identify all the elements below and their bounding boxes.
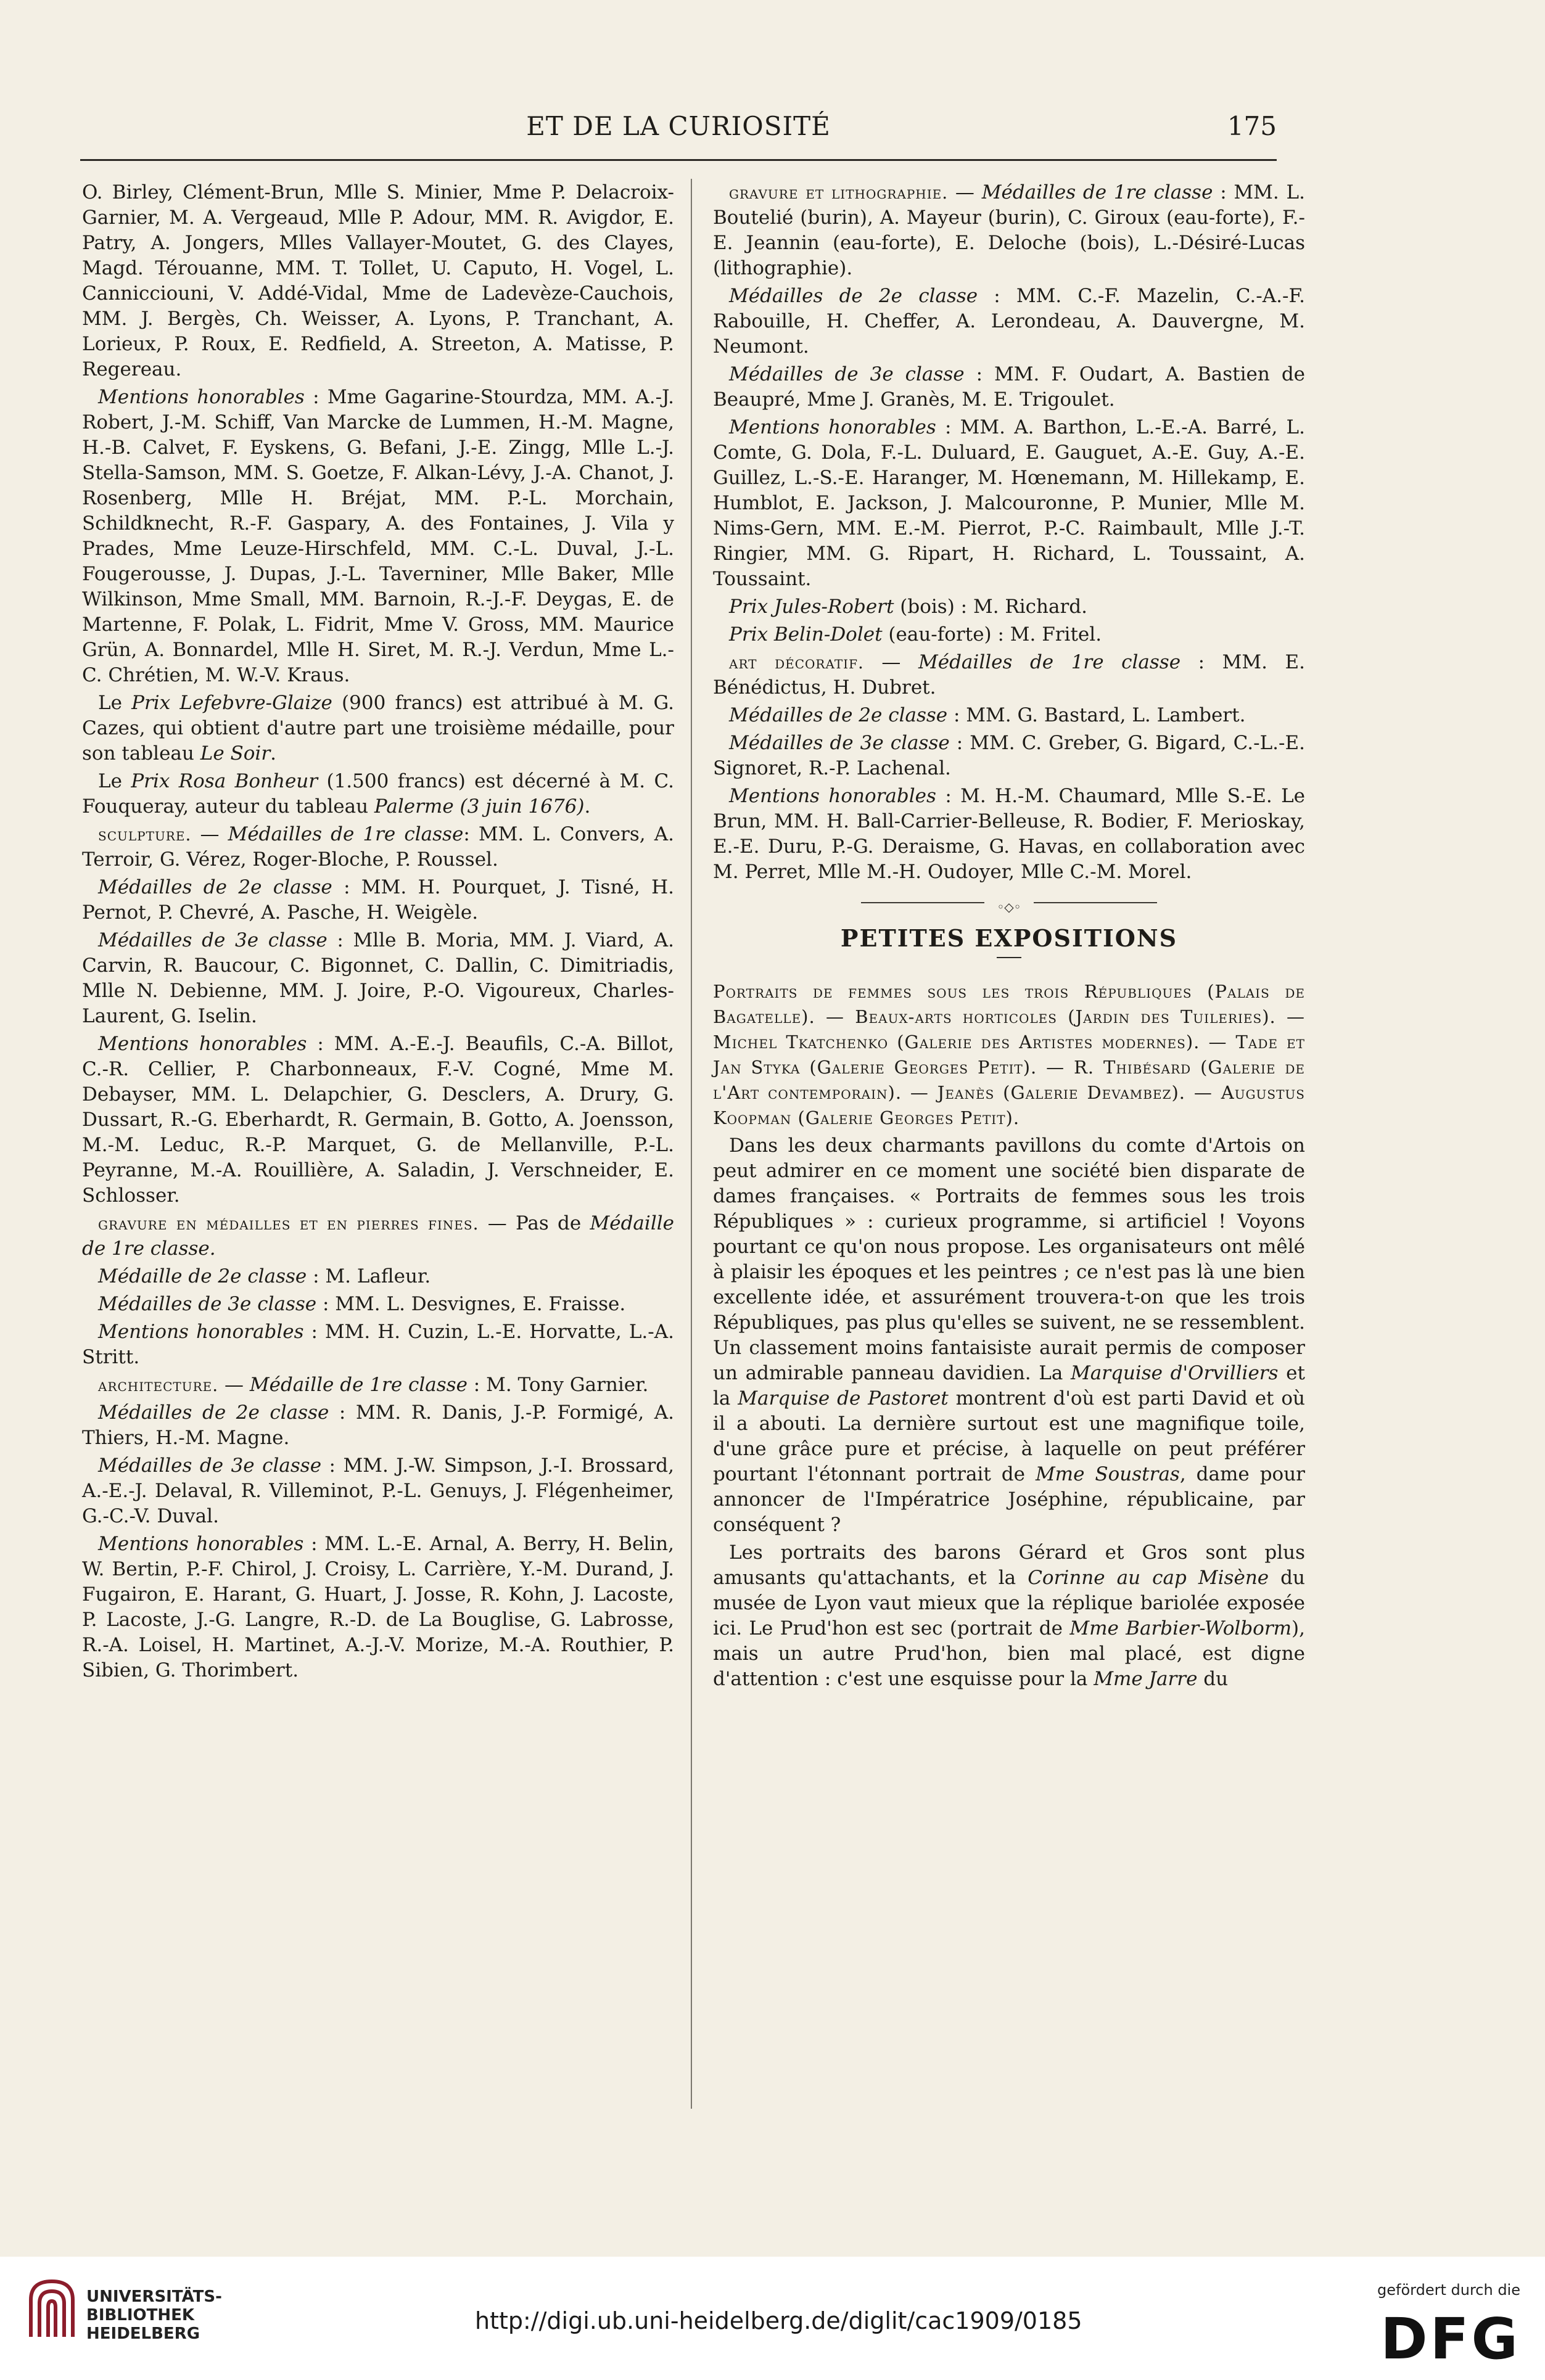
library-logo-icon [25, 2275, 79, 2343]
section-architecture: architecture. — Médaille de 1re classe : M. Tony Garnier. [98, 1374, 649, 1396]
paragraph: Mentions honorables : MM. A.-E.-J. Beaufils, C.-A. Billot, C.-R. Cellier, P. Charbonneaux, F.-V. Cogné, Mme M. Debayser, MM. L. Delapchier, G. Desclers, A. Drury, G. Dussart, R.-G. Eberhardt, R. Germain, B. Gotto, A. Joensson, M.-M. Leduc, R.-P. Marquet, G. de Mellanville, P.-L. Peyranne, M.-A. Rouillière, A. Saladin, J. Verschneider, E. Schlosser. [82, 1033, 674, 1207]
paragraph: Mentions honorables : MM. H. Cuzin, L.-E. Horvatte, L.-A. Stritt. [82, 1321, 674, 1368]
paragraph: O. Birley, Clément-Brun, Mlle S. Minier, Mme P. Delacroix-Garnier, M. A. Vergeaud, Mlle P. Adour, MM. R. Avigdor, E. Patry, A. Jongers, Mlles Vallayer-Moutet, G. des Clayes, Magd. Térouanne, MM. T. Tollet, U. Caputo, H. Vogel, L. Cannicciouni, V. Addé-Vidal, Mme de Ladevèze-Cauchois, MM. J. Bergès, Ch. Weisser, A. Lyons, P. Tranchant, A. Lorieux, P. Roux, E. Redfield, A. Streeton, A. Matisse, P. Regereau. [82, 181, 674, 380]
library-name: UNIVERSITÄTS- BIBLIOTHEK HEIDELBERG [86, 2288, 222, 2343]
paragraph: Prix Jules-Robert (bois) : M. Richard. [729, 596, 1087, 618]
paragraph: Médailles de 2e classe : MM. C.-F. Mazelin, C.-A.-F. Rabouille, H. Cheffer, A. Lerondeau, A. Dauvergne, M. Neumont. [713, 285, 1305, 358]
paragraph: Mentions honorables : MM. A. Barthon, L.-E.-A. Barré, L. Comte, G. Dola, F.-L. Duluard, E. Gauguet, A.-E. Guy, A.-E. Guillez, L.-S.-E. Haranger, M. Hœnemann, M. Hillekamp, E. Humblot, E. Jackson, J. Malcouronne, P. Munier, Mlle M. Nims-Gern, MM. E.-M. Pierrot, P.-C. Raimbault, Mlle J.-T. Ringier, MM. G. Ripart, H. Richard, L. Toussaint, A. Toussaint. [713, 416, 1305, 590]
paragraph: Mentions honorables : Mme Gagarine-Stourdza, MM. A.-J. Robert, J.-M. Schiff, Van Marcke de Lummen, H.-M. Magne, H.-B. Calvet, F. Eyskens, G. Befani, J.-E. Zingg, Mlle L.-J. Stella-Samson, MM. S. Goetze, F. Alkan-Lévy, J.-A. Chanot, J. Rosenberg, Mlle H. Bréjat, MM. P.-L. Morchain, Schildknecht, R.-F. Gaspary, A. des Fontaines, J. Vila y Prades, Mme Leuze-Hirschfeld, MM. C.-L. Duval, J.-L. Fougerousse, J. Dupas, J.-L. Taverniner, Mlle Baker, Mlle Wilkinson, Mme Small, MM. Barnoin, R.-J.-F. Deygas, E. de Martenne, F. Polak, L. Fidrit, Mme V. Gross, MM. Maurice Grün, A. Bonnardel, Mlle H. Siret, M. R.-J. Verdun, Mme L.-C. Chrétien, M. W.-V. Kraus. [82, 386, 675, 686]
paragraph: Mentions honorables : M. H.-M. Chaumard, Mlle S.-E. Le Brun, MM. H. Ball-Carrier-Belleuse, R. Bodier, F. Merioskay, E.-E. Duru, P.-G. Deraisme, G. Havas, en collaboration avec M. Perret, Mlle M.-H. Oudoyer, Mlle C.-M. Morel. [713, 785, 1306, 883]
title-dash [997, 957, 1021, 958]
paragraph: Mentions honorables : MM. L.-E. Arnal, A. Berry, H. Belin, W. Bertin, P.-F. Chirol, J. Croisy, L. Carrière, Y.-M. Durand, J. Fugairon, E. Harant, G. Huart, J. Josse, R. Kohn, J. Lacoste, P. Lacoste, J.-G. Langre, R.-D. de La Bouglise, G. Labrosse, R.-A. Loisel, H. Martinet, A.-J.-V. Morize, M.-A. Routhier, P. Sibien, G. Thorimbert. [82, 1533, 674, 1681]
section-title: PETITES EXPOSITIONS [840, 924, 1178, 952]
section-art-decoratif: art décoratif. — Médailles de 1re classe : MM. E. Bénédictus, H. Dubret. [713, 651, 1305, 699]
exhibition-list: Portraits de femmes sous les trois Républiques (Palais de Bagatelle). — Beaux-arts horticoles (Jardin des Tuileries). — Michel Tkatchenko (Galerie des Artistes modernes). — Tade et Jan Styka (Galerie Georges Petit). — R. Thibésard (Galerie de l'Art contemporain). — Jeanès (Galerie Devambez). — Augustus Koopman (Galerie Georges Petit). [713, 981, 1305, 1128]
page-header [80, 111, 1277, 148]
page-number: 175 [1227, 111, 1277, 141]
paragraph: Médailles de 3e classe : Mlle B. Moria, MM. J. Viard, A. Carvin, R. Baucour, C. Bigonnet, C. Dallin, C. Dimitriadis, Mlle N. Debienne, MM. J. Joire, P.-O. Vigoureux, Charles-Laurent, G. Iselin. [82, 929, 674, 1027]
paragraph: Les portraits des barons Gérard et Gros sont plus amusants qu'attachants, et la Corinne au cap Misène du musée de Lyon vaut mieux que la réplique bariolée exposée ici. Le Prud'hon est sec (portrait de Mme Barbier-Wolborm), mais un autre Prud'hon, bien mal placé, est digne d'attention : c'est une esquisse pour la Mme Jarre du [713, 1541, 1305, 1690]
right-column [713, 180, 1305, 1694]
paragraph: Médailles de 3e classe : MM. C. Greber, G. Bigard, C.-L.-E. Signoret, R.-P. Lachenal. [713, 732, 1305, 779]
dfg-logo: DFG [1380, 2306, 1520, 2372]
paragraph: Médailles de 2e classe : MM. R. Danis, J.-P. Formigé, A. Thiers, H.-M. Magne. [82, 1401, 674, 1449]
section-gravure-lithographie: gravure et lithographie. — Médailles de 1re classe : MM. L. Boutelié (burin), A. Mayeur (burin), C. Giroux (eau-forte), F.-E. Jeannin (eau-forte), E. Deloche (bois), L.-Désiré-Lucas (lithographie). [713, 181, 1305, 279]
section-sculpture: sculpture. — Médailles de 1re classe: MM. L. Convers, A. Terroir, G. Vérez, Roger-Bloche, P. Roussel. [82, 823, 674, 871]
column-divider [691, 179, 692, 2109]
paragraph: Dans les deux charmants pavillons du comte d'Artois on peut admirer en ce moment une société bien disparate de dames françaises. « Portraits de femmes sous les trois Républiques » : curieux programme, si artificiel ! Voyons pourtant ce qu'on nous propose. Les organisateurs ont mêlé à plaisir les époques et les peintres ; ce n'est pas là une bien excellente idée, et assurément trouvera-t-on que les trois Républiques, pas plus qu'elles se suivent, ne se ressemblent. Un classement moins fantaisiste aurait permis de composer un admirable panneau davidien. La Marquise d'Orvilliers et la Marquise de Pastoret montrent d'où est parti David et où il a abouti. La dernière surtout est une magnifique toile, d'une grâce pure et précise, à laquelle on peut préférer pourtant l'étonnant portrait de Mme Soustras, dame pour annoncer de l'Impératrice Joséphine, républicaine, par conséquent ? [713, 1135, 1306, 1536]
paragraph: Médailles de 2e classe : MM. H. Pourquet, J. Tisné, H. Pernot, P. Chevré, A. Pasche, H. Weigèle. [82, 876, 675, 924]
paragraph: Médailles de 3e classe : MM. F. Oudart, A. Bastien de Beaupré, Mme J. Granès, M. E. Trigoulet. [713, 363, 1306, 411]
ornament-divider: ◦◇◦ [861, 898, 1157, 907]
paragraph: Le Prix Rosa Bonheur (1.500 francs) est décerné à M. C. Fouqueray, auteur du tableau Palerme (3 juin 1676). [82, 770, 674, 818]
section-gravure-medailles: gravure en médailles et en pierres fines. — Pas de Médaille de 1re classe. [82, 1212, 675, 1260]
paragraph: Médailles de 3e classe : MM. J.-W. Simpson, J.-I. Brossard, A.-E.-J. Delaval, R. Villeminot, P.-L. Genuys, J. Flégenheimer, G.-C.-V. Duval. [82, 1455, 674, 1527]
running-title: ET DE LA CURIOSITÉ [526, 111, 831, 141]
left-column [82, 180, 674, 1686]
paragraph: Le Prix Lefebvre-Glaize (900 francs) est attribué à M. G. Cazes, qui obtient d'autre part une troisième médaille, pour son tableau Le Soir. [82, 692, 674, 765]
header-rule [80, 159, 1277, 161]
source-url-link[interactable]: http://digi.ub.uni-heidelberg.de/diglit/cac1909/0185 [475, 2307, 1082, 2334]
paragraph: Médaille de 2e classe : M. Lafleur. [98, 1265, 431, 1287]
paragraph: Médailles de 2e classe : MM. G. Bastard, L. Lambert. [729, 704, 1246, 726]
digitization-footer [0, 2257, 1545, 2380]
funder-caption: gefördert durch die [1377, 2281, 1520, 2299]
paragraph: Médailles de 3e classe : MM. L. Desvignes, E. Fraisse. [98, 1293, 626, 1315]
paragraph: Prix Belin-Dolet (eau-forte) : M. Fritel. [729, 623, 1102, 646]
